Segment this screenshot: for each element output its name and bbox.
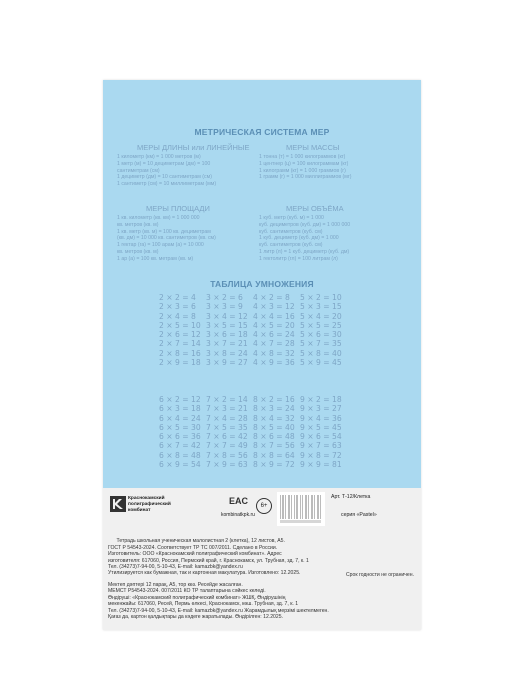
- mass-text: 1 тонна (т) = 1 000 килограммов (кг) 1 центнер (ц) = 100 килограммам (кг) 1 килограмм (кг) = 1 000 граммов (г) 1 грамм (г) = 1 000 миллиграммов (мг): [259, 154, 352, 181]
- mult-column-6: 6 × 2 = 12 6 × 3 = 18 6 × 4 = 24 6 × 5 = 30 6 × 6 = 36 6 × 7 = 42 6 × 8 = 48 6 × 9 = 54: [159, 395, 201, 470]
- area-heading: МЕРЫ ПЛОЩАДИ: [146, 204, 210, 213]
- barcode-icon: [277, 492, 325, 526]
- area-text: 1 кв. километр (кв. км) = 1 000 000 кв. метров (кв. м) 1 кв. метр (кв. м) = 100 кв. дециметрам (кв. дм) = 10 000 кв. сантиметров (кв. см) 1 гектар (га) = 100 арам (а) = 10 000 кв. метров (кв. м) 1 ар (а) = 100 кв. метрам (кв. м): [117, 215, 216, 262]
- mult-column-4: 4 × 2 = 8 4 × 3 = 12 4 × 4 = 16 4 × 5 = 20 4 × 6 = 24 4 × 7 = 28 4 × 8 = 32 4 × 9 = 36: [253, 293, 295, 368]
- mult-column-8: 8 × 2 = 16 8 × 3 = 24 8 × 4 = 32 8 × 5 = 40 8 × 6 = 48 8 × 7 = 56 8 × 8 = 64 8 × 9 = 72: [253, 395, 295, 470]
- brand-logo-icon: [110, 496, 126, 512]
- mult-column-5: 5 × 2 = 10 5 × 3 = 15 5 × 4 = 20 5 × 5 = 25 5 × 6 = 30 5 × 7 = 35 5 × 8 = 40 5 × 9 = 45: [300, 293, 342, 368]
- notebook-cover: [103, 80, 421, 630]
- mult-column-9: 9 × 2 = 18 9 × 3 = 27 9 × 4 = 36 9 × 5 = 45 9 × 6 = 54 9 × 7 = 63 9 × 8 = 72 9 × 9 = 81: [300, 395, 342, 470]
- length-heading: МЕРЫ ДЛИНЫ или ЛИНЕЙНЫЕ: [137, 143, 250, 152]
- eac-mark: EAC: [229, 496, 249, 506]
- mult-column-3: 3 × 2 = 6 3 × 3 = 9 3 × 4 = 12 3 × 5 = 15 3 × 6 = 18 3 × 7 = 21 3 × 8 = 24 3 × 9 = 27: [206, 293, 248, 368]
- brand-name: Краснокамский полиграфический комбинат: [128, 496, 171, 513]
- series-name: серия «Pastel»: [341, 512, 377, 518]
- barcode: [277, 492, 325, 526]
- mass-heading: МЕРЫ МАССЫ: [286, 143, 340, 152]
- info-panel: [103, 488, 421, 630]
- multiplication-title: ТАБЛИЦА УМНОЖЕНИЯ: [210, 279, 314, 289]
- article-number: Арт. Т-12/Клетка: [331, 494, 371, 500]
- length-text: 1 километр (км) = 1 000 метров (м) 1 метр (м) = 10 дециметрам (дм) = 100 сантиметрам (см) 1 дециметр (дм) = 10 сантиметрам (см) 1 сантиметр (см) = 10 миллиметрам (мм): [117, 154, 217, 188]
- site-url: kombinatkpk.ru: [221, 512, 255, 518]
- volume-heading: МЕРЫ ОБЪЁМА: [286, 204, 344, 213]
- brand-block: [110, 496, 174, 522]
- mult-column-7: 7 × 2 = 14 7 × 3 = 21 7 × 4 = 28 7 × 5 = 35 7 × 6 = 42 7 × 7 = 49 7 × 8 = 56 7 × 9 = 63: [206, 395, 248, 470]
- kz-description: Мектеп дәптері 12 парақ, А5, тор көз. Ресейде жасалған. МЕМСТ Р54543-2024. 007/2011 КО ТР талаптарына сәйкес келеді. Өндіруші: «Краснокамский полиграфический комбинат» ЖШҚ. Өндірушінің мекенжайы: 617060, Ресей, Пермь өлкесі, Краснокамск, көш. Трубная, зд. 7, к. 1 Тел. (34273)7-94-00, 5-10-43, E-mail: kamazbk@yandex.ru Жарамдылық мерзімі шектелмеген. Қағаз да, картон қалдықтары да кәдеге жаратылады. Өндірілген: 12.2025.: [108, 582, 329, 621]
- age-badge: 6+: [256, 498, 272, 514]
- metric-title: МЕТРИЧЕСКАЯ СИСТЕМА МЕР: [194, 127, 330, 137]
- shelf-life: Срок годности не ограничен.: [345, 572, 414, 578]
- mult-column-2: 2 × 2 = 4 2 × 3 = 6 2 × 4 = 8 2 × 5 = 10 2 × 6 = 12 2 × 7 = 14 2 × 8 = 16 2 × 9 = 18: [159, 293, 201, 368]
- volume-text: 1 куб. метр (куб. м) = 1 000 куб. дециметров (куб. дм) = 1 000 000 куб. сантиметров (куб. см) 1 куб. дециметр (куб. дм) = 1 000 куб. сантиметров (куб. см) 1 литр (л) = 1 куб. дециметр (куб. дм) 1 гектолитр (гл) = 100 литрам (л): [259, 215, 351, 262]
- ru-text: Тетрадь школьная ученическая малолистная 2 (клетка), 12 листов, А5. ГОСТ Р 54543-2024. Соответствует ТР ТС 007/2011. Сделано в России. Изготовитель: ООО «Краснокамский полиграфический комбинат». Адрес изготовителя: 617060, Россия, Пермский край, г. Краснокамск, ул. Трубная, зд. 7, к. 1 Тел. (34273)7-94-00, 5-10-43, E-mail: kamazbk@yandex.ru Утилизируется как бумажная, так и картонная макулатура. Изготовлено: 12.2025.: [108, 538, 309, 577]
